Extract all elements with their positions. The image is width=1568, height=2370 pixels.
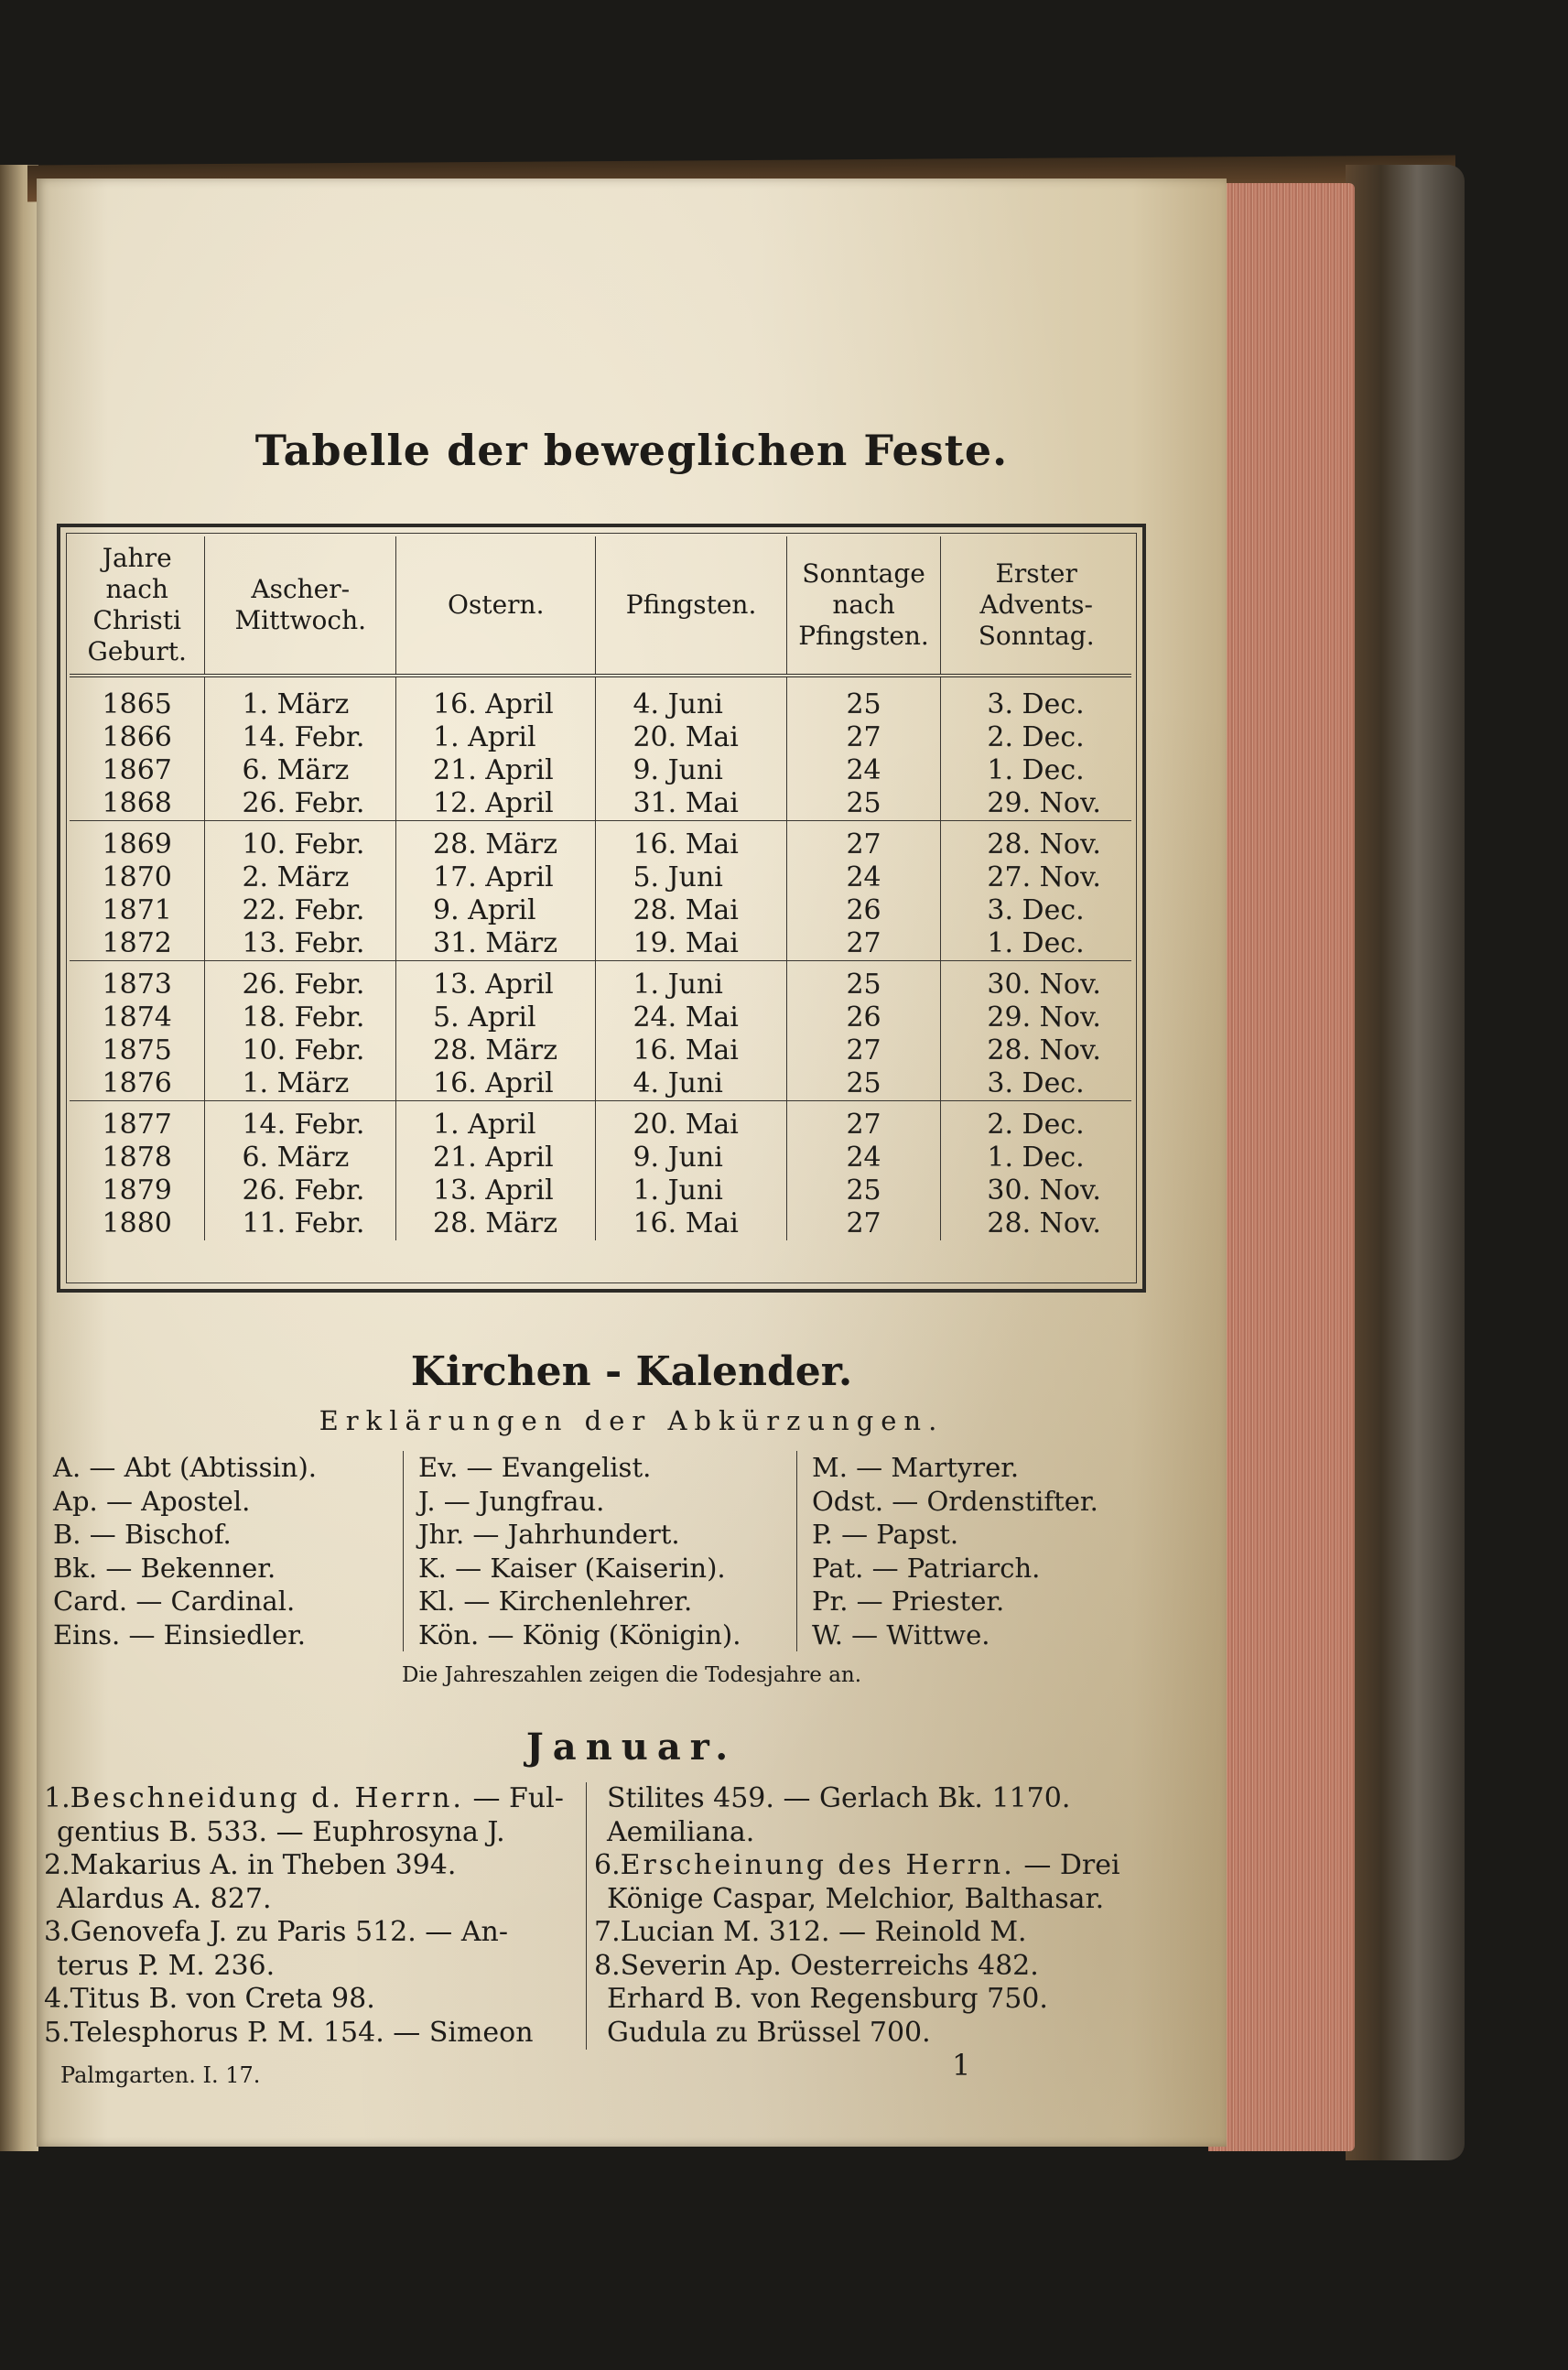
cell-sonntage: 25 (786, 1174, 941, 1207)
saints-text: Gudula zu Brüssel 700. (607, 2016, 931, 2049)
cell-ostern: 28. März (396, 1034, 596, 1067)
abbr-entry: J. — Jungfrau. (418, 1485, 605, 1517)
cell-ostern: 13. April (396, 961, 596, 1002)
calendar-line (44, 1950, 575, 1984)
cell-ostern: 1. April (396, 721, 596, 754)
kalender-title: Kirchen - Kalender. (410, 1348, 853, 1395)
saints-text: Stilites 459. — Gerlach Bk. 1170. (607, 1782, 1071, 1814)
table-row (70, 1174, 1131, 1207)
cell-ascher: 14. Febr. (205, 1101, 396, 1142)
page-edges (1208, 183, 1355, 2151)
saints-text: Telesphorus P. M. 154. — Simeon (70, 2016, 534, 2049)
cell-year: 1878 (70, 1142, 205, 1174)
saints-text: Könige Caspar, Melchior, Balthasar. (607, 1882, 1105, 1915)
feast-name: Beschneidung d. Herrn. (70, 1782, 464, 1814)
calendar-line (44, 1816, 575, 1850)
day-number: 4. (44, 1983, 70, 2015)
cell-ostern: 31. März (396, 927, 596, 961)
cell-advent: 2. Dec. (987, 721, 1085, 753)
cell-year: 1873 (70, 961, 205, 1002)
cell-advent: 3. Dec. (987, 688, 1085, 720)
cell-ascher: 1. März (205, 1067, 396, 1101)
cell-pfingsten: 28. Mai (596, 894, 786, 927)
table-row (70, 1001, 1131, 1034)
saints-text: Lucian M. 312. — Reinold M. (620, 1916, 1027, 1948)
cell-pfingsten: 20. Mai (596, 1101, 786, 1142)
cell-ostern: 9. April (396, 894, 596, 927)
cell-advent: 30. Nov. (987, 1174, 1101, 1207)
day-number: 8. (594, 1949, 621, 1982)
table-row (70, 721, 1131, 754)
cell-year: 1874 (70, 1001, 205, 1034)
cell-pfingsten: 31. Mai (596, 787, 786, 821)
saints-text: terus P. M. 236. (57, 1949, 276, 1982)
cell-ascher: 10. Febr. (205, 1034, 396, 1067)
cell-sonntage: 24 (786, 861, 941, 894)
abbr-entry: Card. — Cardinal. (53, 1585, 296, 1617)
cell-ascher: 26. Febr. (205, 961, 396, 1002)
cell-advent: 28. Nov. (941, 821, 1131, 862)
cell-ostern: 28. März (396, 1207, 596, 1240)
cell-advent: 3. Dec. (987, 894, 1085, 926)
cell-ascher: 18. Febr. (205, 1001, 396, 1034)
cell-ostern: 21. April (396, 754, 596, 787)
cell-sonntage: 24 (786, 754, 941, 787)
cell-pfingsten: 16. Mai (596, 1034, 786, 1067)
abbr-note: Die Jahreszahlen zeigen die Todesjahre an. (401, 1663, 862, 1687)
saints-text: Makarius A. in Theben 394. (70, 1849, 457, 1881)
cell-sonntage: 24 (786, 1142, 941, 1174)
cell-ascher: 14. Febr. (205, 721, 396, 754)
abbr-entry: Kön. — König (Königin). (418, 1618, 741, 1650)
cell-pfingsten: 19. Mai (596, 927, 786, 961)
table-row (70, 1067, 1131, 1101)
footer-signature: Palmgarten. I. 17. (60, 2062, 261, 2088)
cell-ostern: 21. April (396, 1142, 596, 1174)
cell-advent: 29. Nov. (987, 1001, 1101, 1033)
calendar-line (44, 1849, 575, 1883)
calendar-line (44, 1782, 575, 1816)
cell-pfingsten: 20. Mai (596, 721, 786, 754)
abbr-entry: W. — Wittwe. (812, 1618, 990, 1650)
saints-text: Alardus A. 827. (57, 1882, 272, 1915)
saints-text: Aemiliana. (607, 1815, 755, 1848)
cell-advent: 1. Dec. (987, 754, 1085, 786)
cell-ascher: 26. Febr. (205, 1174, 396, 1207)
day-number: 3. (44, 1916, 70, 1948)
cell-ostern: 12. April (396, 787, 596, 821)
cell-pfingsten: 24. Mai (596, 1001, 786, 1034)
calendar-line (44, 2017, 575, 2051)
cell-year: 1875 (70, 1034, 205, 1067)
cell-ascher: 26. Febr. (205, 787, 396, 821)
header-advent: Erster Advents-Sonntag. (941, 536, 1131, 676)
abbr-entry: Pr. — Priester. (812, 1585, 1005, 1617)
page-number: 1 (952, 2048, 971, 2083)
cell-pfingsten: 4. Juni (596, 676, 786, 721)
table-body (70, 676, 1131, 1240)
cell-advent: 28. Nov. (987, 1034, 1101, 1066)
cell-ostern: 13. April (396, 1174, 596, 1207)
abbr-entry: Kl. — Kirchenlehrer. (418, 1585, 693, 1617)
header-ostern: Ostern. (396, 536, 596, 676)
cell-sonntage: 25 (786, 787, 941, 821)
cell-ostern: 28. März (396, 821, 596, 862)
day-number: 6. (594, 1849, 621, 1881)
saints-text: — Drei (1014, 1849, 1120, 1881)
saints-text: Genovefa J. zu Paris 512. — An- (70, 1916, 508, 1948)
cell-year: 1879 (70, 1174, 205, 1207)
cell-advent: 1. Dec. (987, 927, 1085, 959)
calendar-line (44, 1916, 575, 1950)
table-row (70, 821, 1131, 862)
abbr-entry: Bk. — Bekenner. (53, 1552, 276, 1584)
abbr-entry: A. — Abt (Abtissin). (53, 1452, 317, 1483)
cell-year: 1870 (70, 861, 205, 894)
header-ascher: Ascher-Mittwoch. (205, 536, 396, 676)
header-year: Jahre nach Christi Geburt. (70, 536, 205, 676)
cell-advent: 2. Dec. (941, 1101, 1131, 1142)
book-cover-right (1346, 165, 1465, 2160)
cell-ostern: 17. April (396, 861, 596, 894)
calendar-line (594, 1782, 1180, 1816)
cell-sonntage: 25 (786, 676, 941, 721)
cell-pfingsten: 5. Juni (596, 861, 786, 894)
cell-sonntage: 27 (786, 721, 941, 754)
cell-pfingsten: 1. Juni (596, 961, 786, 1002)
cell-advent: 28. Nov. (987, 1207, 1101, 1239)
table-row (70, 1207, 1131, 1240)
abbr-title: Erklärungen der Abkürzungen. (319, 1405, 945, 1436)
cell-year: 1872 (70, 927, 205, 961)
abbr-entry: Jhr. — Jahrhundert. (418, 1519, 680, 1550)
cell-sonntage: 27 (786, 927, 941, 961)
cell-pfingsten: 9. Juni (596, 754, 786, 787)
cell-ascher: 10. Febr. (205, 821, 396, 862)
cell-sonntage: 27 (786, 1207, 941, 1240)
cell-pfingsten: 16. Mai (596, 821, 786, 862)
cell-sonntage: 25 (786, 1067, 941, 1101)
table-row (70, 676, 1131, 721)
calendar-column-1 (44, 1782, 575, 2050)
cell-pfingsten: 16. Mai (596, 1207, 786, 1240)
table-row (70, 861, 1131, 894)
abbr-entry: Eins. — Einsiedler. (53, 1618, 306, 1650)
feste-table (70, 536, 1131, 1240)
cell-ascher: 13. Febr. (205, 927, 396, 961)
cell-pfingsten: 1. Juni (596, 1174, 786, 1207)
feast-name: Erscheinung des Herrn. (620, 1849, 1015, 1881)
cell-year: 1877 (70, 1101, 205, 1142)
cell-sonntage: 27 (786, 1034, 941, 1067)
cell-pfingsten: 4. Juni (596, 1067, 786, 1101)
feste-table-frame (57, 524, 1146, 1293)
abbr-column-1 (53, 1451, 401, 1651)
cell-ascher: 6. März (205, 1142, 396, 1174)
cell-ostern: 5. April (396, 1001, 596, 1034)
abbr-entry: M. — Martyrer. (812, 1452, 1020, 1483)
abbr-entry: Ev. — Evangelist. (418, 1452, 652, 1483)
cell-advent: 3. Dec. (987, 1067, 1085, 1099)
abbr-column-2 (403, 1451, 803, 1651)
cell-sonntage: 26 (786, 894, 941, 927)
cell-ascher: 2. März (205, 861, 396, 894)
saints-text: Titus B. von Creta 98. (70, 1983, 375, 2015)
cell-ostern: 1. April (396, 1101, 596, 1142)
table-row (70, 1101, 1131, 1142)
cell-ascher: 6. März (205, 754, 396, 787)
calendar-line (594, 1816, 1180, 1850)
saints-text: Erhard B. von Regensburg 750. (607, 1983, 1048, 2015)
cell-pfingsten: 9. Juni (596, 1142, 786, 1174)
book-page (37, 179, 1227, 2147)
table-row (70, 961, 1131, 1002)
cell-sonntage: 26 (786, 1001, 941, 1034)
abbr-column-3 (796, 1451, 1196, 1651)
table-header-row (70, 536, 1131, 676)
header-pfingsten: Pfingsten. (596, 536, 786, 676)
cell-year: 1880 (70, 1207, 205, 1240)
calendar-line (594, 1916, 1180, 1950)
table-row (70, 927, 1131, 961)
cell-advent: 29. Nov. (987, 787, 1101, 819)
abbr-entry: Odst. — Ordenstifter. (812, 1485, 1098, 1517)
day-number: 2. (44, 1849, 70, 1881)
cell-advent: 27. Nov. (987, 861, 1101, 893)
day-number: 5. (44, 2016, 70, 2049)
saints-text: gentius B. 533. — Euphrosyna J. (57, 1815, 505, 1848)
table-row (70, 1142, 1131, 1174)
calendar-line (594, 1849, 1180, 1883)
table-row (70, 1034, 1131, 1067)
header-sonntage: Sonntage nach Pfingsten. (786, 536, 941, 676)
calendar-line (594, 1950, 1180, 1984)
cell-year: 1876 (70, 1067, 205, 1101)
table-title: Tabelle der beweglichen Feste. (254, 426, 1009, 475)
cell-year: 1867 (70, 754, 205, 787)
cell-sonntage: 27 (786, 1101, 941, 1142)
calendar-line (594, 1983, 1180, 2017)
table-row (70, 894, 1131, 927)
cell-advent: 30. Nov. (941, 961, 1131, 1002)
calendar-line (44, 1983, 575, 2017)
abbr-entry: P. — Papst. (812, 1519, 959, 1550)
cell-ascher: 11. Febr. (205, 1207, 396, 1240)
abbr-entry: Ap. — Apostel. (53, 1485, 251, 1517)
day-number: 1. (44, 1782, 70, 1814)
book-spine-left (0, 165, 38, 2151)
saints-text: — Ful- (463, 1782, 564, 1814)
cell-year: 1865 (70, 676, 205, 721)
cell-ostern: 16. April (396, 1067, 596, 1101)
cell-year: 1871 (70, 894, 205, 927)
calendar-line (594, 1883, 1180, 1917)
cell-year: 1866 (70, 721, 205, 754)
calendar-line (44, 1883, 575, 1917)
cell-year: 1868 (70, 787, 205, 821)
abbr-entry: Pat. — Patriarch. (812, 1552, 1041, 1584)
abbr-entry: K. — Kaiser (Kaiserin). (418, 1552, 726, 1584)
day-number: 7. (594, 1916, 621, 1948)
cell-sonntage: 27 (786, 821, 941, 862)
cell-advent: 1. Dec. (987, 1142, 1085, 1174)
month-heading: Januar. (525, 1726, 738, 1769)
calendar-line (594, 2017, 1180, 2051)
cell-year: 1869 (70, 821, 205, 862)
cell-ascher: 22. Febr. (205, 894, 396, 927)
table-row (70, 787, 1131, 821)
cell-ostern: 16. April (396, 676, 596, 721)
calendar-column-2 (586, 1782, 1180, 2050)
saints-text: Severin Ap. Oesterreichs 482. (620, 1949, 1039, 1982)
cell-sonntage: 25 (786, 961, 941, 1002)
cell-ascher: 1. März (205, 676, 396, 721)
table-row (70, 754, 1131, 787)
abbr-entry: B. — Bischof. (53, 1519, 232, 1550)
